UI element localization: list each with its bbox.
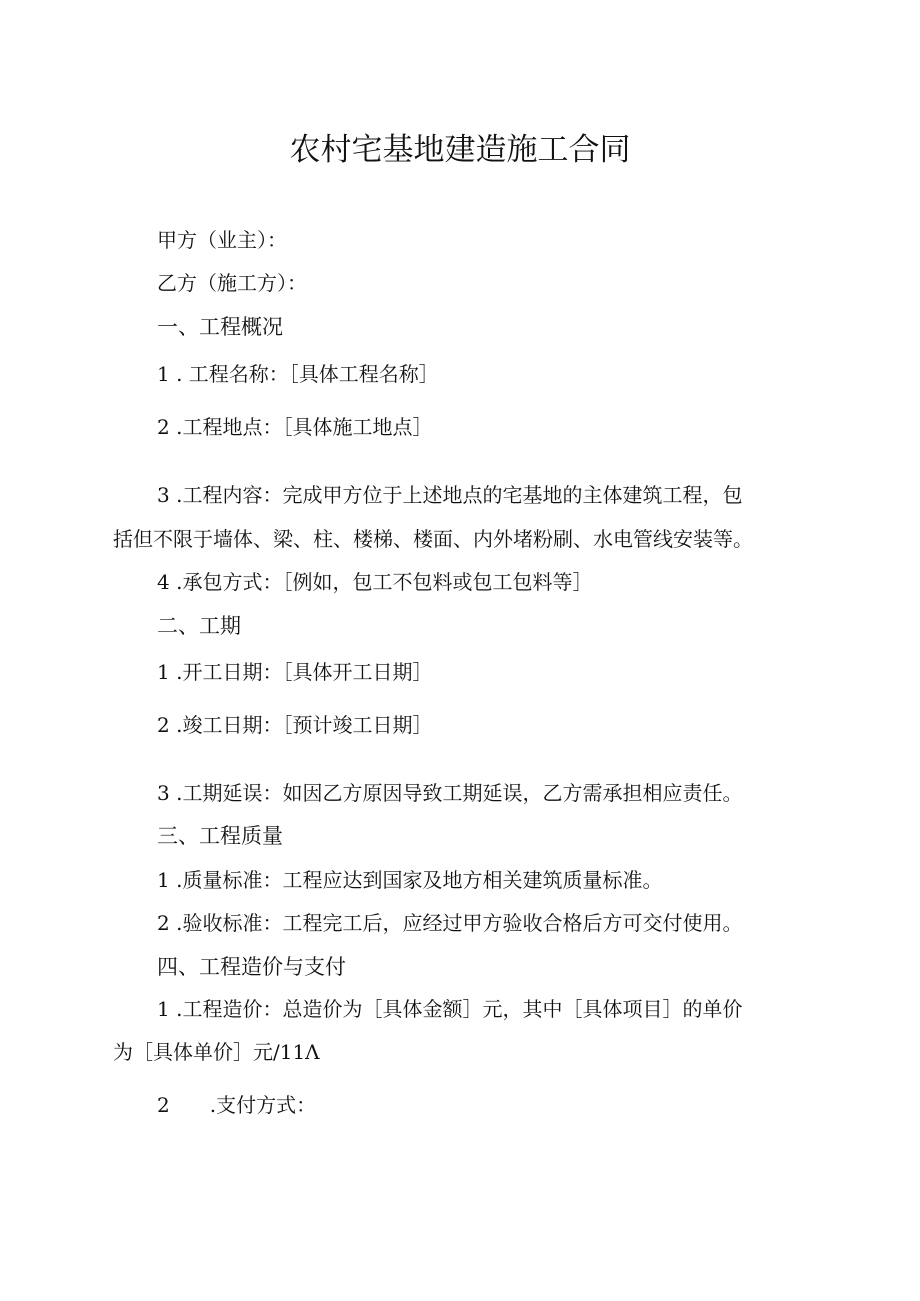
item-project-name: 1 . 工程名称：［具体工程名称］	[157, 362, 439, 386]
item-project-content: 3 .工程内容：完成甲方位于上述地点的宅基地的主体建筑工程，包	[157, 483, 743, 507]
item-acceptance-standard: 2 .验收标准：工程完工后，应经过甲方验收合格后方可交付使用。	[157, 911, 743, 935]
item-start-date: 1 .开工日期：［具体开工日期］	[157, 660, 433, 684]
document-title: 农村宅基地建造施工合同	[289, 132, 631, 168]
section-heading-schedule: 二、工期	[157, 614, 241, 638]
item-payment-method: 2 .支付方式：	[157, 1093, 317, 1117]
item-completion-date: 2 .竣工日期：［预计竣工日期］	[157, 713, 433, 737]
section-heading-overview: 一、工程概况	[157, 315, 283, 339]
item-project-content-cont: 括但不限于墙体、梁、柱、楼梯、楼面、内外堵粉刷、水电管线安装等。	[113, 527, 753, 551]
item-contract-method: 4 .承包方式：［例如，包工不包料或包工包料等］	[157, 570, 593, 594]
item-project-cost-cont: 为［具体单价］元/11Λ	[113, 1040, 320, 1064]
item-delay: 3 .工期延误：如因乙方原因导致工期延误，乙方需承担相应责任。	[157, 781, 743, 805]
item-project-cost: 1 .工程造价：总造价为［具体金额］元，其中［具体项目］的单价	[157, 997, 743, 1021]
item-quality-standard: 1 .质量标准：工程应达到国家及地方相关建筑质量标准。	[157, 868, 663, 892]
section-heading-cost: 四、工程造价与支付	[157, 955, 346, 979]
party-b-line: 乙方（施工方）：	[157, 271, 307, 295]
item-project-location: 2 .工程地点：［具体施工地点］	[157, 415, 433, 439]
section-heading-quality: 三、工程质量	[157, 824, 283, 848]
party-a-line: 甲方（业主）：	[157, 228, 287, 252]
